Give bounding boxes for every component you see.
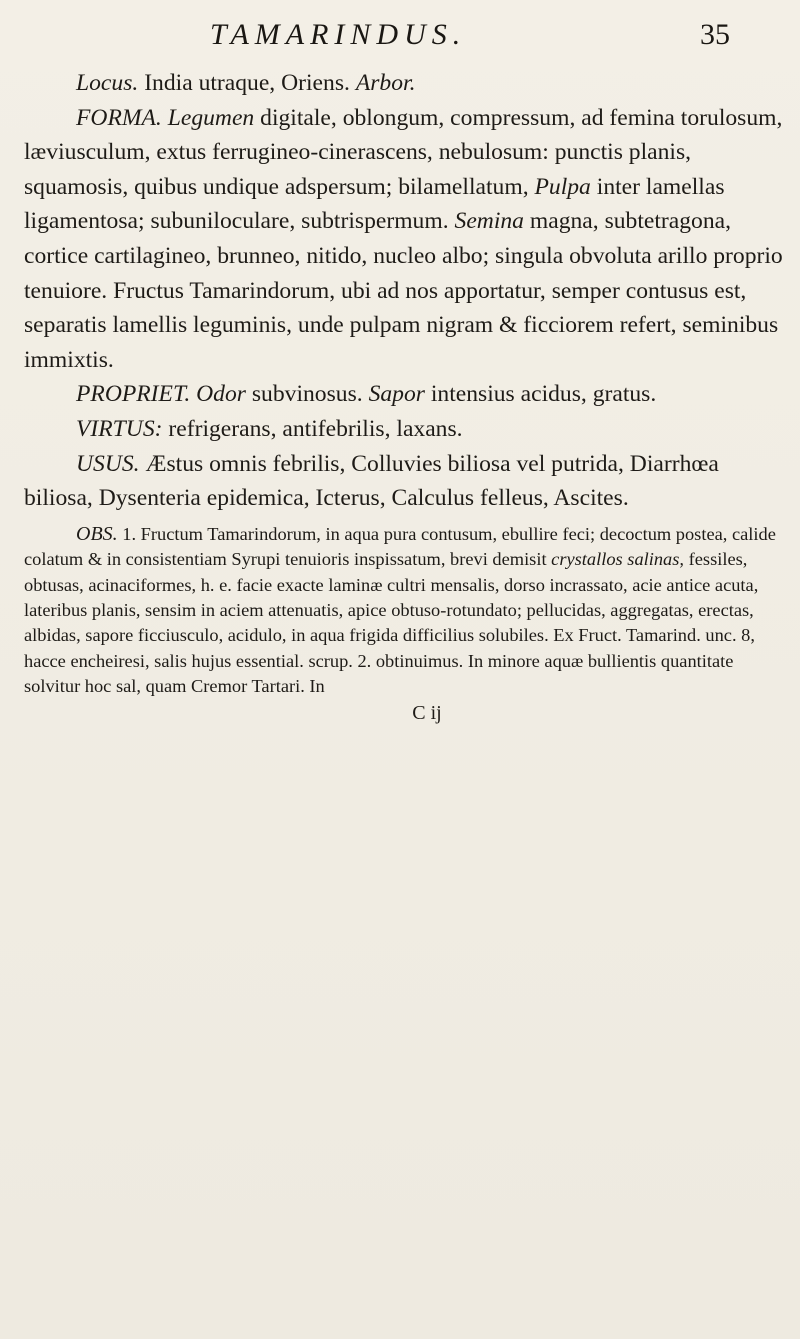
text-arbor: Arbor.	[355, 70, 416, 96]
label-semina: Semina	[454, 208, 524, 235]
paragraph-locus	[24, 66, 790, 101]
label-legumen: Legumen	[167, 104, 255, 131]
paragraph-virtus	[24, 412, 790, 447]
text-sapor: intensius acidus, gratus.	[430, 381, 657, 408]
label-forma: FORMA.	[76, 104, 162, 131]
text-odor: subvinosus.	[251, 381, 363, 408]
running-head	[0, 18, 800, 58]
text-pulpa: inter lamellas ligamentosa; subuniloculare, subtrispermum.	[24, 173, 725, 235]
label-sapor: Sapor	[368, 381, 425, 408]
text-usus: Æstus omnis febrilis, Colluvies biliosa vel putrida, Diarrhœa biliosa, Dysenteria epidemica, Icterus, Calculus felleus, Ascites.	[24, 450, 719, 512]
text-locus: India utraque, Oriens.	[144, 70, 350, 96]
page-number: 35	[700, 18, 730, 51]
text-virtus: refrigerans, antifebrilis, laxans.	[168, 415, 463, 442]
label-pulpa: Pulpa	[534, 173, 591, 200]
label-odor: Odor	[196, 381, 246, 408]
text-obs-cont: fessiles, obtusas, acinaciformes, h. e. facie exacte laminæ cultri mensalis, dorso incrassato, acie antice acuta, lateribus planis, sensim in aciem attenuatis, apice obtuso-rotundato; pellucidas, aggregatas, erectas, albidas, sapore ficciusculo, acidulo, in aqua frigida difficilius solubiles. Ex Fruct. Tamarind. unc. 8, hacce encheiresi, salis hujus essential. scrup. 2. obtinuimus. In minore aquæ bullientis quantitate solvitur hoc sal, quam Cremor Tartari. In	[24, 549, 759, 697]
text-forma: digitale, oblongum, compressum, ad femina torulosum, læviusculum, extus ferrugineo-cinerascens, nebulosum: punctis planis, squamosis, quibus undique adspersum; bilamellatum,	[24, 104, 783, 200]
label-obs: OBS.	[76, 522, 118, 545]
label-locus: Locus.	[76, 70, 139, 96]
paragraph-usus	[24, 447, 790, 516]
label-virtus: VIRTUS:	[76, 415, 163, 442]
running-title: TAMARINDUS.	[210, 18, 467, 51]
text-semina: magna, subtetragona, cortice cartilagineo, brunneo, nitido, nucleo albo; singula obvoluta arillo proprio tenuiore. Fructus Tamarindorum, ubi ad nos apportatur, semper contusus est, separatis lamellis leguminis, unde pulpam nigram & ficciorem refert, seminibus immixtis.	[24, 208, 783, 373]
paragraph-propriet	[24, 377, 790, 412]
label-propriet: PROPRIET.	[76, 381, 191, 408]
label-usus: USUS.	[76, 450, 140, 477]
paragraph-forma	[24, 101, 790, 378]
signature-mark: C ij	[412, 701, 442, 724]
text-obs: 1. Fructum Tamarindorum, in aqua pura contusum, ebullire feci; decoctum postea, calide colatum & in consistentiam Syrupi tenuioris inspissatum, brevi demisit	[24, 523, 776, 570]
body-text	[24, 66, 790, 726]
observation	[24, 522, 790, 700]
text-obs-italic: crystallos salinas,	[551, 549, 685, 570]
